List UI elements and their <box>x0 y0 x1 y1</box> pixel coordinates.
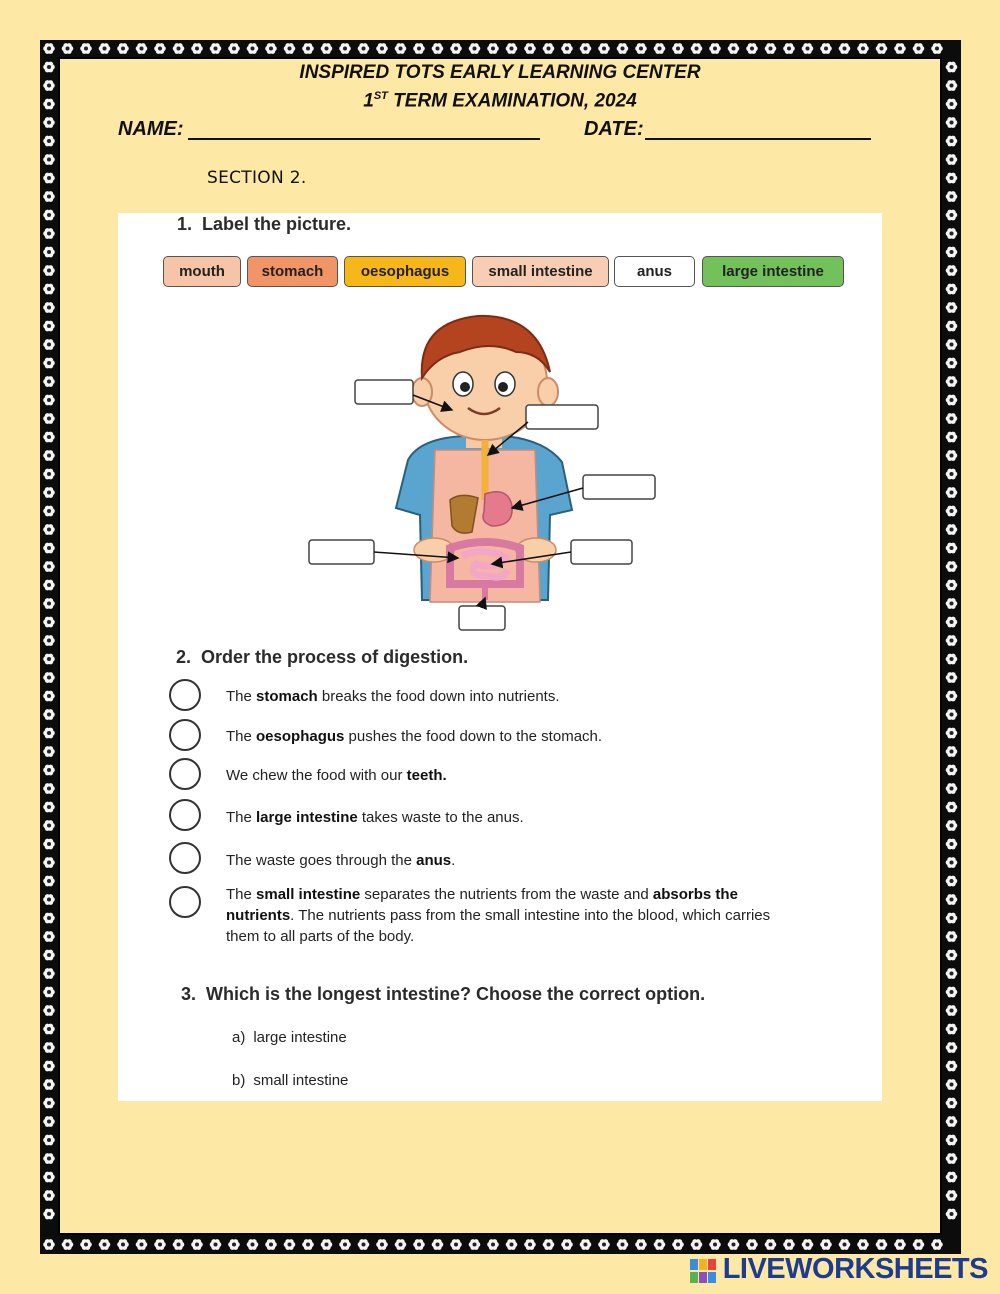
flower-icon <box>635 1239 647 1250</box>
flower-icon <box>43 284 55 295</box>
flower-icon <box>43 654 55 665</box>
flower-icon <box>672 43 684 54</box>
flower-icon <box>469 43 481 54</box>
liveworksheets-brand: LIVEWORKSHEETS <box>722 1253 988 1285</box>
flower-icon <box>946 746 958 757</box>
flower-icon <box>358 1239 370 1250</box>
flower-icon <box>43 117 55 128</box>
flower-icon <box>946 469 958 480</box>
flower-icon <box>43 173 55 184</box>
flower-icon <box>946 432 958 443</box>
flower-icon <box>247 43 259 54</box>
flower-icon <box>728 43 740 54</box>
flower-icon <box>191 43 203 54</box>
flower-icon <box>946 1116 958 1127</box>
flower-icon <box>654 43 666 54</box>
q3-number: 3. <box>181 984 197 1004</box>
flower-icon <box>561 43 573 54</box>
flower-icon <box>946 1172 958 1183</box>
flower-icon <box>946 339 958 350</box>
flower-icon <box>946 302 958 313</box>
flower-icon <box>43 395 55 406</box>
liveworksheets-logo-icon <box>690 1259 716 1283</box>
flower-icon <box>62 1239 74 1250</box>
flower-icon <box>543 1239 555 1250</box>
flower-icon <box>450 43 462 54</box>
school-name: INSPIRED TOTS EARLY LEARNING CENTER <box>299 62 701 83</box>
flower-icon <box>946 728 958 739</box>
flower-icon <box>946 1005 958 1016</box>
flower-icon <box>43 1172 55 1183</box>
flower-icon <box>339 43 351 54</box>
flower-icon <box>43 1153 55 1164</box>
flower-icon <box>580 43 592 54</box>
flower-icon <box>946 173 958 184</box>
flower-icon <box>43 950 55 961</box>
flower-icon <box>43 543 55 554</box>
q1-heading <box>177 214 351 235</box>
flower-icon <box>946 413 958 424</box>
flower-icon <box>946 820 958 831</box>
flower-icon <box>99 43 111 54</box>
flower-icon <box>946 931 958 942</box>
step-text: The oesophagus pushes the food down to the stomach. <box>226 728 603 745</box>
flower-icon <box>913 1239 925 1250</box>
flower-icon <box>43 617 55 628</box>
flower-icon <box>43 191 55 202</box>
flower-icon <box>931 1239 943 1250</box>
flower-icon <box>946 894 958 905</box>
flower-icon <box>946 524 958 535</box>
flower-icon <box>913 43 925 54</box>
flower-icon <box>783 1239 795 1250</box>
flower-icon <box>43 876 55 887</box>
flower-icon <box>43 1209 55 1220</box>
flower-icon <box>946 1024 958 1035</box>
flower-icon <box>561 1239 573 1250</box>
flower-icon <box>321 1239 333 1250</box>
flower-icon <box>43 1079 55 1090</box>
flower-icon <box>43 580 55 591</box>
q3-heading <box>181 984 705 1005</box>
flower-icon <box>43 506 55 517</box>
step-order-circle[interactable] <box>169 679 201 711</box>
flower-icon <box>43 1024 55 1035</box>
flower-icon <box>80 1239 92 1250</box>
flower-icon <box>946 1135 958 1146</box>
chip-small-intestine[interactable]: small intestine <box>472 256 609 287</box>
flower-icon <box>247 1239 259 1250</box>
flower-icon <box>946 1061 958 1072</box>
flower-icon <box>487 1239 499 1250</box>
flower-icon <box>946 228 958 239</box>
step-order-circle[interactable] <box>169 799 201 831</box>
flower-icon <box>43 672 55 683</box>
flower-icon <box>746 43 758 54</box>
flower-icon <box>946 765 958 776</box>
name-field[interactable] <box>188 138 540 140</box>
flower-icon <box>43 43 55 54</box>
flower-icon <box>43 894 55 905</box>
flower-icon <box>43 1005 55 1016</box>
flower-icon <box>654 1239 666 1250</box>
flower-icon <box>43 1061 55 1072</box>
flower-icon <box>117 43 129 54</box>
flower-icon <box>432 43 444 54</box>
flower-icon <box>99 1239 111 1250</box>
step-order-circle[interactable] <box>169 719 201 751</box>
flower-icon <box>43 487 55 498</box>
flower-icon <box>946 968 958 979</box>
chip-large-intestine[interactable]: large intestine <box>702 256 844 287</box>
flower-icon <box>43 302 55 313</box>
flower-icon <box>43 432 55 443</box>
flower-icon <box>946 876 958 887</box>
flower-icon <box>43 321 55 332</box>
flower-icon <box>43 931 55 942</box>
flower-icon <box>450 1239 462 1250</box>
flower-icon <box>709 43 721 54</box>
flower-icon <box>946 654 958 665</box>
flower-icon <box>839 1239 851 1250</box>
flower-icon <box>43 839 55 850</box>
flower-icon <box>946 598 958 609</box>
flower-icon <box>543 43 555 54</box>
flower-icon <box>894 1239 906 1250</box>
flower-icon <box>635 43 647 54</box>
flower-icon <box>43 339 55 350</box>
exam-title-rest: TERM EXAMINATION, 2024 <box>387 90 637 112</box>
step-order-circle[interactable] <box>169 758 201 790</box>
flower-icon <box>946 672 958 683</box>
flower-icon <box>43 709 55 720</box>
flower-icon <box>580 1239 592 1250</box>
flower-icon <box>946 487 958 498</box>
flower-icon <box>691 43 703 54</box>
flower-icon <box>43 635 55 646</box>
flower-icon <box>43 561 55 572</box>
flower-icon <box>946 635 958 646</box>
flower-icon <box>210 43 222 54</box>
flower-icon <box>617 1239 629 1250</box>
step-text: We chew the food with our teeth. <box>226 767 447 784</box>
exam-ordinal: ST <box>373 90 388 102</box>
flower-icon <box>136 1239 148 1250</box>
flower-icon <box>946 506 958 517</box>
flower-icon <box>876 43 888 54</box>
chip-stomach[interactable]: stomach <box>247 256 338 287</box>
flower-icon <box>43 265 55 276</box>
step-text: The stomach breaks the food down into nutrients. <box>226 688 560 705</box>
flower-icon <box>946 376 958 387</box>
date-label: DATE: <box>584 118 644 140</box>
flower-icon <box>728 1239 740 1250</box>
flower-icon <box>395 1239 407 1250</box>
flower-icon <box>43 783 55 794</box>
flower-icon <box>946 987 958 998</box>
flower-icon <box>413 43 425 54</box>
flower-icon <box>376 1239 388 1250</box>
flower-icon <box>946 210 958 221</box>
flower-icon <box>765 1239 777 1250</box>
flower-icon <box>487 43 499 54</box>
flower-icon <box>783 43 795 54</box>
flower-icon <box>43 1116 55 1127</box>
flower-icon <box>946 191 958 202</box>
option-a[interactable]: a) large intestine <box>232 1029 347 1046</box>
digestive-system-illustration <box>300 300 670 640</box>
flower-icon <box>154 1239 166 1250</box>
flower-icon <box>946 358 958 369</box>
flower-icon <box>946 1153 958 1164</box>
flower-icon <box>617 43 629 54</box>
flower-icon <box>43 247 55 258</box>
flower-icon <box>946 580 958 591</box>
flower-icon <box>43 210 55 221</box>
flower-icon <box>469 1239 481 1250</box>
flower-icon <box>43 228 55 239</box>
flower-icon <box>43 802 55 813</box>
section-label: SECTION 2. <box>207 168 307 188</box>
flower-icon <box>876 1239 888 1250</box>
flower-icon <box>857 43 869 54</box>
flower-icon <box>946 543 958 554</box>
flower-icon <box>946 1209 958 1220</box>
flower-icon <box>820 1239 832 1250</box>
step-text: The large intestine takes waste to the anus. <box>226 809 524 826</box>
q1-number: 1. <box>177 214 193 234</box>
flower-icon <box>43 1190 55 1201</box>
flower-icon <box>946 839 958 850</box>
flower-icon <box>946 691 958 702</box>
flower-icon <box>302 1239 314 1250</box>
flower-icon <box>946 1190 958 1201</box>
flower-icon <box>228 1239 240 1250</box>
flower-icon <box>265 43 277 54</box>
flower-icon <box>43 136 55 147</box>
flower-icon <box>136 43 148 54</box>
flower-icon <box>43 154 55 165</box>
flower-icon <box>946 783 958 794</box>
flower-icon <box>946 1079 958 1090</box>
flower-icon <box>946 117 958 128</box>
flower-icon <box>946 284 958 295</box>
flower-icon <box>506 43 518 54</box>
exam-number: 1 <box>363 90 374 112</box>
date-field[interactable] <box>645 138 871 140</box>
flower-icon <box>43 450 55 461</box>
flower-icon <box>598 43 610 54</box>
flower-icon <box>820 43 832 54</box>
flower-icon <box>524 43 536 54</box>
flower-icon <box>43 1135 55 1146</box>
flower-icon <box>946 709 958 720</box>
step-order-circle[interactable] <box>169 842 201 874</box>
flower-icon <box>43 413 55 424</box>
flower-icon <box>946 154 958 165</box>
flower-icon <box>946 136 958 147</box>
flower-icon <box>946 617 958 628</box>
step-text: The small intestine separates the nutrients from the waste and absorbs the nutrients. The nutrients pass from the small intestine into the blood, which carries them to all parts of the body. <box>226 886 771 945</box>
flower-icon <box>524 1239 536 1250</box>
flower-icon <box>117 1239 129 1250</box>
flower-icon <box>43 691 55 702</box>
flower-icon <box>43 987 55 998</box>
q2-title: Order the process of digestion. <box>201 647 469 667</box>
q2-number: 2. <box>176 647 192 667</box>
flower-icon <box>173 43 185 54</box>
flower-icon <box>946 265 958 276</box>
flower-icon <box>413 1239 425 1250</box>
flower-icon <box>43 820 55 831</box>
flower-icon <box>154 43 166 54</box>
flower-icon <box>672 1239 684 1250</box>
flower-icon <box>302 43 314 54</box>
flower-icon <box>80 43 92 54</box>
name-label: NAME: <box>118 118 184 140</box>
flower-icon <box>228 43 240 54</box>
flower-icon <box>931 43 943 54</box>
flower-icon <box>43 857 55 868</box>
flower-icon <box>43 1098 55 1109</box>
flower-icon <box>43 1042 55 1053</box>
flower-icon <box>395 43 407 54</box>
flower-icon <box>802 43 814 54</box>
flower-icon <box>43 968 55 979</box>
flower-icon <box>946 802 958 813</box>
q1-title: Label the picture. <box>202 214 352 234</box>
flower-icon <box>946 857 958 868</box>
flower-icon <box>376 43 388 54</box>
flower-icon <box>43 358 55 369</box>
flower-icon <box>946 395 958 406</box>
flower-icon <box>894 43 906 54</box>
flower-icon <box>946 1042 958 1053</box>
flower-icon <box>506 1239 518 1250</box>
flower-icon <box>358 43 370 54</box>
flower-icon <box>321 43 333 54</box>
flower-icon <box>43 1239 55 1250</box>
flower-icon <box>173 1239 185 1250</box>
flower-icon <box>43 524 55 535</box>
flower-icon <box>857 1239 869 1250</box>
chip-anus[interactable]: anus <box>614 256 695 287</box>
flower-icon <box>284 43 296 54</box>
flower-icon <box>946 950 958 961</box>
q3-title: Which is the longest intestine? Choose the correct option. <box>206 984 706 1004</box>
flower-icon <box>691 1239 703 1250</box>
step-order-circle[interactable] <box>169 886 201 918</box>
flower-icon <box>598 1239 610 1250</box>
flower-icon <box>709 1239 721 1250</box>
flower-icon <box>284 1239 296 1250</box>
flower-icon <box>802 1239 814 1250</box>
flower-icon <box>43 728 55 739</box>
flower-icon <box>191 1239 203 1250</box>
q2-heading <box>176 647 468 668</box>
flower-icon <box>946 247 958 258</box>
flower-icon <box>43 746 55 757</box>
flower-icon <box>339 1239 351 1250</box>
flower-icon <box>946 561 958 572</box>
exam-title <box>0 90 1000 112</box>
flower-icon <box>946 1098 958 1109</box>
flower-icon <box>765 43 777 54</box>
flower-icon <box>265 1239 277 1250</box>
chip-oesophagus[interactable]: oesophagus <box>344 256 466 287</box>
flower-icon <box>43 598 55 609</box>
chip-mouth[interactable]: mouth <box>163 256 241 287</box>
flower-icon <box>210 1239 222 1250</box>
flower-icon <box>946 913 958 924</box>
flower-icon <box>432 1239 444 1250</box>
flower-icon <box>43 765 55 776</box>
flower-icon <box>946 450 958 461</box>
flower-icon <box>43 376 55 387</box>
flower-icon <box>43 469 55 480</box>
flower-icon <box>839 43 851 54</box>
flower-icon <box>62 43 74 54</box>
flower-icon <box>746 1239 758 1250</box>
flower-icon <box>43 913 55 924</box>
step-text: The waste goes through the anus. <box>226 852 456 869</box>
flower-icon <box>946 321 958 332</box>
option-b[interactable]: b) small intestine <box>232 1072 349 1089</box>
